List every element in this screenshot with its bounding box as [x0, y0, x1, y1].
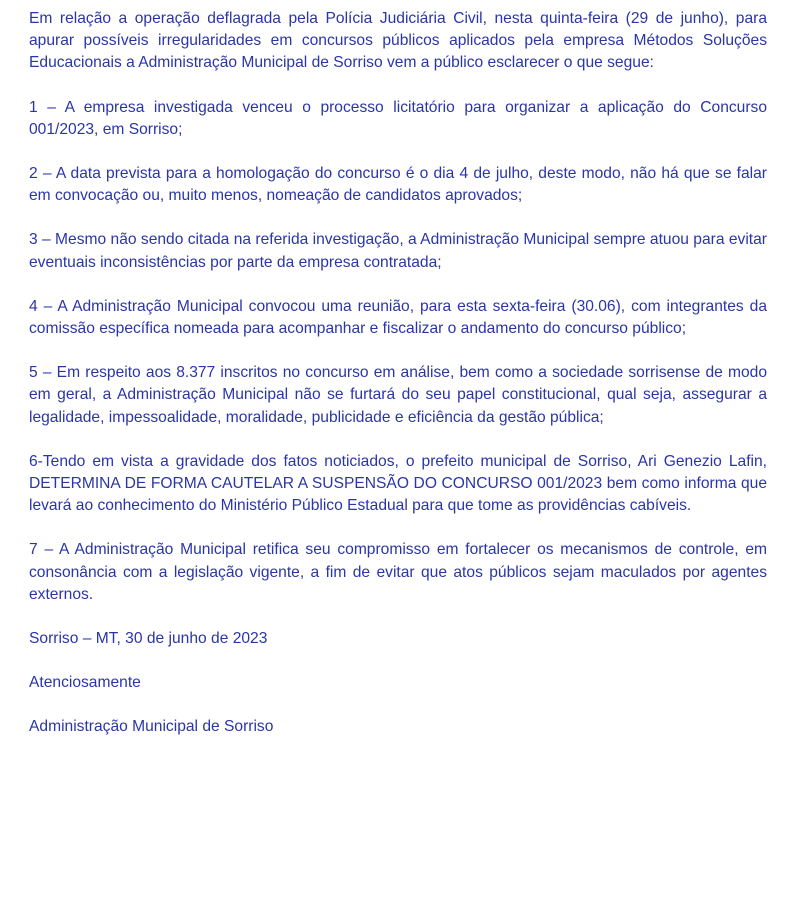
- item-4: 4 – A Administração Municipal convocou uma reunião, para esta sexta-feira (30.06), com integrantes da comissão específica nomeada para acompanhar e fiscalizar o andamento do concurso público;: [29, 297, 767, 338]
- item-3: 3 – Mesmo não sendo citada na referida investigação, a Administração Municipal sempre atuou para evitar eventuais inconsistências por parte da empresa contratada;: [29, 231, 767, 271]
- item-6: 6-Tendo em vista a gravidade dos fatos noticiados, o prefeito municipal de Sorriso, Ari Genezio Lafin, DETERMINA DE FORMA CAUTELAR A SUSPENSÃO DO CONCURSO 001/2023 bem como informa que levará ao conhecimento do Ministério Público Estadual para que tome as providências cabíveis.: [29, 452, 767, 515]
- intro-paragraph: Em relação a operação deflagrada pela Polícia Judiciária Civil, nesta quinta-feira (29 de junho), para apurar possíveis irregularidades em concursos públicos aplicados pela empresa Métodos Soluções Educacionais a Administração Municipal de Sorriso vem a público esclarecer o que segue:: [29, 10, 767, 72]
- item-5: 5 – Em respeito aos 8.377 inscritos no concurso em análise, bem como a sociedade sorrisense de modo em geral, a Administração Municipal não se furtará do seu papel constitucional, qual seja, assegurar a legalidade, impessoalidade, moralidade, publicidade e eficiência da gestão pública;: [29, 364, 767, 426]
- signature: Administração Municipal de Sorriso: [29, 718, 274, 736]
- item-7: 7 – A Administração Municipal retifica seu compromisso em fortalecer os mecanismos de controle, em consonância com a legislação vigente, a fim de evitar que atos públicos sejam maculados por agentes externos.: [29, 541, 767, 603]
- item-2: 2 – A data prevista para a homologação do concurso é o dia 4 de julho, deste modo, não há que se falar em convocação ou, muito menos, nomeação de candidatos aprovados;: [29, 165, 767, 205]
- place-date: Sorriso – MT, 30 de junho de 2023: [29, 630, 268, 648]
- item-1: 1 – A empresa investigada venceu o processo licitatório para organizar a aplicação do Concurso 001/2023, em Sorriso;: [29, 98, 767, 138]
- closing: Atenciosamente: [29, 674, 141, 692]
- press-note: [29, 8, 767, 761]
